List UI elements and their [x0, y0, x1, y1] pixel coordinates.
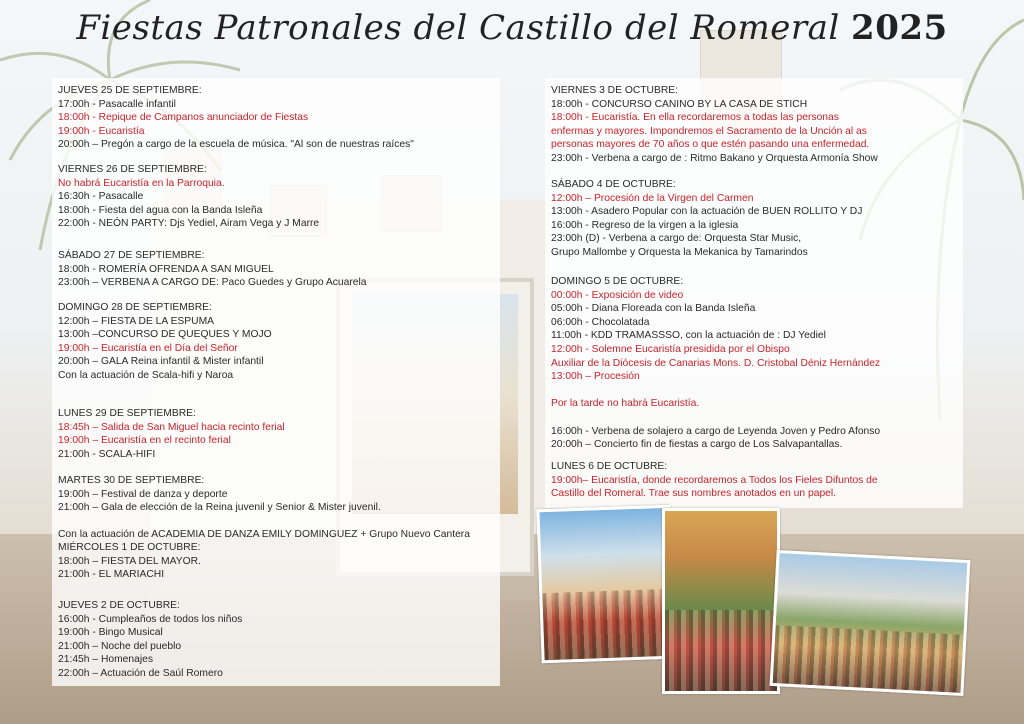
day-block	[58, 407, 285, 461]
event-line: Con la actuación de ACADEMIA DE DANZA EMILY DOMINGUEZ + Grupo Nuevo Cantera	[58, 529, 470, 541]
day-block	[58, 474, 470, 542]
day-heading: JUEVES 25 DE SEPTIEMBRE:	[58, 85, 202, 96]
day-heading: VIERNES 26 DE SEPTIEMBRE:	[58, 164, 207, 175]
day-heading: DOMINGO 28 DE SEPTIEMBRE:	[58, 302, 212, 313]
event-line: 00:00h - Exposición de video	[551, 289, 684, 301]
event-line: 20:00h – GALA Reina infantil & Mister infantil	[58, 356, 264, 368]
event-line: 18:00h - CONCURSO CANINO BY LA CASA DE STICH	[551, 98, 808, 110]
event-line: 18:00h - Repique de Campanos anunciador de Fiestas	[58, 112, 309, 124]
day-block	[551, 84, 878, 166]
event-line: 22:00h - NEÓN PARTY: Djs Yediel, Airam Vega y J Marre	[58, 218, 320, 230]
day-block	[58, 599, 242, 681]
event-line: 12:00h - Solemne Eucaristía presidida por el Obispo	[551, 343, 790, 355]
event-line: Castillo del Romeral. Trae sus nombres anotados en un papel.	[551, 488, 837, 500]
event-line: No habrá Eucaristía en la Parroquia.	[58, 177, 225, 189]
event-line: 16:00h - Verbena de solajero a cargo de Leyenda Joven y Pedro Afonso	[551, 425, 881, 437]
event-line: 18:00h - Eucaristía. En ella recordaremos a todas las personas	[551, 112, 839, 124]
event-line: 13:00h - Asadero Popular con la actuación de BUEN ROLLITO Y DJ	[551, 206, 863, 218]
event-line	[551, 384, 880, 398]
day-heading: MARTES 30 DE SEPTIEMBRE:	[58, 475, 205, 486]
event-line: 21:00h - EL MARIACHI	[58, 569, 165, 581]
event-line: 18:00h - ROMERÍA OFRENDA A SAN MIGUEL	[58, 263, 274, 275]
event-line: 23:00h (D) - Verbena a cargo de: Orquesta Star Music,	[551, 233, 802, 245]
program-panel-right	[545, 78, 963, 508]
event-line: 06:00h - Chocolatada	[551, 316, 650, 328]
event-line: 13:00h –CONCURSO DE QUEQUES Y MOJO	[58, 329, 272, 341]
event-line: 19:00h - Bingo Musical	[58, 627, 163, 639]
event-line: Grupo Mallombe y Orquesta la Mekanica by Tamarindos	[551, 246, 808, 258]
title-script: Fiestas Patronales del Castillo del Romeral	[76, 8, 840, 48]
event-line: 16:00h - Regreso de la virgen a la iglesia	[551, 219, 739, 231]
event-line: 18:00h – FIESTA DEL MAYOR.	[58, 555, 201, 567]
day-heading: SÁBADO 4 DE OCTUBRE:	[551, 179, 676, 190]
event-line: 22:00h – Actuación de Saúl Romero	[58, 667, 223, 679]
event-line: 19:00h– Eucaristía, donde recordaremos a Todos los Fieles Difuntos de	[551, 474, 878, 486]
event-line: 21:45h – Homenajes	[58, 654, 154, 666]
day-block	[58, 163, 319, 231]
event-line: 23:00h - Verbena a cargo de : Ritmo Bakano y Orquesta Armonía Show	[551, 152, 878, 164]
day-block	[58, 84, 414, 152]
event-line: 19:00h - Eucaristía	[58, 125, 145, 137]
event-line: 12:00h – Procesión de la Virgen del Carmen	[551, 192, 754, 204]
event-line: personas mayores de 70 años o que estén pasando una enfermedad.	[551, 139, 870, 151]
event-line: 16:00h - Cumpleaños de todos los niños	[58, 613, 243, 625]
day-heading: LUNES 6 DE OCTUBRE:	[551, 461, 668, 472]
event-line: Auxiliar de la Diócesis de Canarias Mons. D. Cristobal Déniz Hernández	[551, 357, 881, 369]
photo-procession-virgin	[770, 550, 971, 696]
photo-procession-street	[662, 508, 780, 694]
day-block	[58, 249, 367, 290]
event-line: 18:45h – Salida de San Miguel hacia recinto ferial	[58, 421, 285, 433]
day-heading: MIÉRCOLES 1 DE OCTUBRE:	[58, 542, 201, 553]
title-year: 2025	[851, 8, 948, 48]
photo-procession-saint	[536, 505, 675, 664]
event-line	[551, 411, 880, 425]
event-line: 19:00h – Eucaristía en el recinto ferial	[58, 435, 231, 447]
page-title	[0, 8, 1024, 48]
day-heading: DOMINGO 5 DE OCTUBRE:	[551, 276, 684, 287]
event-line: 16:30h - Pasacalle	[58, 191, 144, 203]
day-block	[551, 178, 862, 260]
day-block	[58, 541, 201, 582]
event-line: 21:00h - SCALA-HIFI	[58, 448, 156, 460]
day-heading: JUEVES 2 DE OCTUBRE:	[58, 600, 180, 611]
event-line: 13:00h – Procesión	[551, 371, 640, 383]
event-line: 19:00h – Festival de danza y deporte	[58, 488, 228, 500]
day-heading: SÁBADO 27 DE SEPTIEMBRE:	[58, 250, 205, 261]
day-block	[58, 301, 272, 383]
event-line: 20:00h – Pregón a cargo de la escuela de música. "Al son de nuestras raíces"	[58, 139, 414, 151]
event-line: Por la tarde no habrá Eucaristía.	[551, 398, 700, 410]
day-block	[551, 460, 878, 501]
program-panel-left	[52, 78, 500, 686]
day-heading: VIERNES 3 DE OCTUBRE:	[551, 85, 679, 96]
event-line: 23:00h – VERBENA A CARGO DE: Paco Guedes y Grupo Acuarela	[58, 277, 367, 289]
event-line: 05:00h - Diana Floreada con la Banda Isleña	[551, 303, 756, 315]
event-line: 11:00h - KDD TRAMASSSO, con la actuación de : DJ Yediel	[551, 330, 826, 342]
day-heading: LUNES 29 DE SEPTIEMBRE:	[58, 408, 196, 419]
event-line: enfermas y mayores. Impondremos el Sacramento de la Unción al as	[551, 125, 867, 137]
event-line: 18:00h - Fiesta del agua con la Banda Isleña	[58, 204, 263, 216]
event-line: 21:00h – Noche del pueblo	[58, 640, 182, 652]
event-line: 20:00h – Concierto fin de fiestas a cargo de Los Salvapantallas.	[551, 439, 843, 451]
event-line: Con la actuación de Scala-hifi y Naroa	[58, 369, 234, 381]
event-line: 21:00h – Gala de elección de la Reina juvenil y Senior & Mister juvenil.	[58, 502, 381, 514]
day-block	[551, 275, 880, 452]
event-line: 17:00h - Pasacalle infantil	[58, 98, 176, 110]
event-line	[58, 515, 470, 529]
event-line: 19:00h – Eucaristía en el Día del Señor	[58, 342, 238, 354]
event-line: 12:00h – FIESTA DE LA ESPUMA	[58, 315, 215, 327]
